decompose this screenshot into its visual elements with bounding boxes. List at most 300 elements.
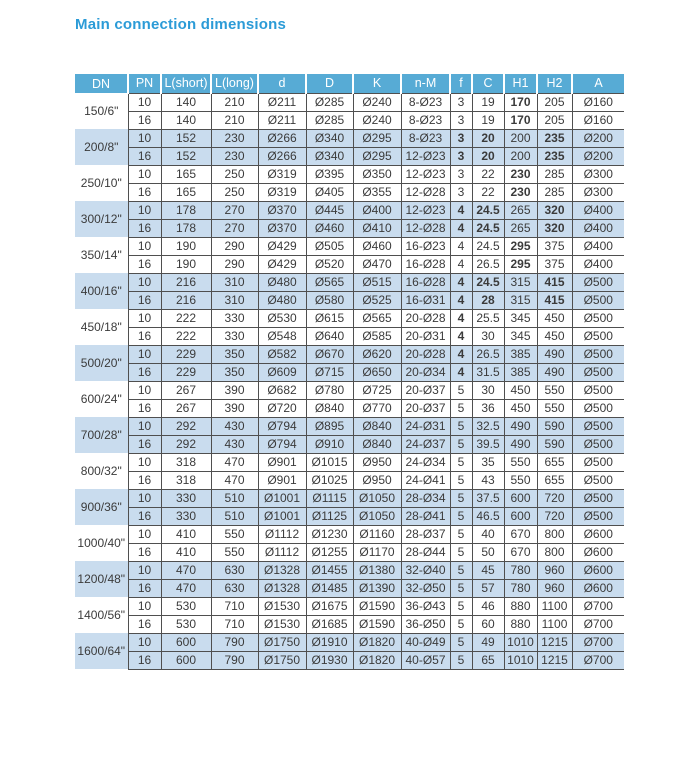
cell-C: 30 xyxy=(472,327,504,345)
cell-llong: 350 xyxy=(211,363,258,381)
cell-pn: 10 xyxy=(128,273,161,291)
cell-d: Ø1001 xyxy=(258,489,306,507)
cell-D: Ø1230 xyxy=(306,525,353,543)
cell-f: 4 xyxy=(450,363,472,381)
cell-lshort: 267 xyxy=(161,399,211,417)
cell-d: Ø1001 xyxy=(258,507,306,525)
cell-lshort: 410 xyxy=(161,543,211,561)
cell-A: Ø600 xyxy=(572,561,624,579)
cell-llong: 290 xyxy=(211,255,258,273)
cell-llong: 710 xyxy=(211,597,258,615)
cell-A: Ø500 xyxy=(572,435,624,453)
cell-dn: 1000/40" xyxy=(75,525,128,561)
cell-f: 5 xyxy=(450,489,472,507)
cell-D: Ø910 xyxy=(306,435,353,453)
cell-lshort: 470 xyxy=(161,579,211,597)
cell-H2: 235 xyxy=(537,147,572,165)
cell-f: 4 xyxy=(450,309,472,327)
cell-lshort: 318 xyxy=(161,453,211,471)
cell-C: 25.5 xyxy=(472,309,504,327)
cell-nM: 40-Ø57 xyxy=(401,651,450,669)
cell-C: 26.5 xyxy=(472,255,504,273)
cell-H1: 550 xyxy=(504,471,537,489)
cell-d: Ø266 xyxy=(258,147,306,165)
cell-A: Ø500 xyxy=(572,309,624,327)
cell-nM: 24-Ø34 xyxy=(401,453,450,471)
cell-H2: 655 xyxy=(537,471,572,489)
cell-H1: 385 xyxy=(504,345,537,363)
cell-llong: 210 xyxy=(211,93,258,111)
cell-A: Ø500 xyxy=(572,273,624,291)
cell-H1: 780 xyxy=(504,579,537,597)
cell-C: 24.5 xyxy=(472,201,504,219)
cell-pn: 10 xyxy=(128,237,161,255)
cell-lshort: 140 xyxy=(161,93,211,111)
cell-lshort: 216 xyxy=(161,273,211,291)
column-header-lshort: L(short) xyxy=(161,74,211,93)
cell-nM: 28-Ø34 xyxy=(401,489,450,507)
cell-lshort: 140 xyxy=(161,111,211,129)
cell-D: Ø445 xyxy=(306,201,353,219)
cell-nM: 20-Ø28 xyxy=(401,345,450,363)
cell-nM: 20-Ø37 xyxy=(401,381,450,399)
cell-D: Ø395 xyxy=(306,165,353,183)
cell-nM: 16-Ø31 xyxy=(401,291,450,309)
cell-C: 22 xyxy=(472,165,504,183)
cell-C: 30 xyxy=(472,381,504,399)
cell-lshort: 267 xyxy=(161,381,211,399)
cell-lshort: 229 xyxy=(161,363,211,381)
cell-d: Ø429 xyxy=(258,255,306,273)
cell-H1: 550 xyxy=(504,453,537,471)
cell-d: Ø1750 xyxy=(258,633,306,651)
cell-H1: 600 xyxy=(504,489,537,507)
cell-d: Ø1328 xyxy=(258,561,306,579)
cell-H2: 1215 xyxy=(537,633,572,651)
column-header-C: C xyxy=(472,74,504,93)
cell-nM: 12-Ø28 xyxy=(401,183,450,201)
cell-llong: 710 xyxy=(211,615,258,633)
cell-pn: 16 xyxy=(128,651,161,669)
cell-lshort: 530 xyxy=(161,597,211,615)
cell-dn: 500/20" xyxy=(75,345,128,381)
cell-D: Ø670 xyxy=(306,345,353,363)
cell-dn: 1400/56" xyxy=(75,597,128,633)
cell-C: 49 xyxy=(472,633,504,651)
cell-D: Ø715 xyxy=(306,363,353,381)
cell-D: Ø1115 xyxy=(306,489,353,507)
cell-llong: 630 xyxy=(211,579,258,597)
cell-d: Ø480 xyxy=(258,273,306,291)
cell-H1: 200 xyxy=(504,147,537,165)
cell-K: Ø240 xyxy=(353,111,401,129)
cell-nM: 24-Ø37 xyxy=(401,435,450,453)
cell-llong: 310 xyxy=(211,291,258,309)
column-header-K: K xyxy=(353,74,401,93)
cell-A: Ø500 xyxy=(572,381,624,399)
cell-D: Ø1125 xyxy=(306,507,353,525)
table-row xyxy=(75,255,624,273)
cell-f: 5 xyxy=(450,579,472,597)
cell-H1: 450 xyxy=(504,381,537,399)
cell-A: Ø500 xyxy=(572,489,624,507)
cell-C: 20 xyxy=(472,147,504,165)
cell-H1: 170 xyxy=(504,93,537,111)
cell-H2: 720 xyxy=(537,489,572,507)
cell-f: 3 xyxy=(450,93,472,111)
cell-K: Ø240 xyxy=(353,93,401,111)
table-row xyxy=(75,417,624,435)
cell-A: Ø700 xyxy=(572,615,624,633)
cell-lshort: 222 xyxy=(161,309,211,327)
cell-f: 5 xyxy=(450,453,472,471)
cell-A: Ø200 xyxy=(572,147,624,165)
cell-H2: 205 xyxy=(537,111,572,129)
cell-H2: 450 xyxy=(537,327,572,345)
cell-A: Ø600 xyxy=(572,579,624,597)
cell-C: 19 xyxy=(472,93,504,111)
cell-llong: 210 xyxy=(211,111,258,129)
cell-pn: 16 xyxy=(128,327,161,345)
cell-llong: 550 xyxy=(211,525,258,543)
table-row xyxy=(75,489,624,507)
cell-nM: 8-Ø23 xyxy=(401,93,450,111)
cell-f: 5 xyxy=(450,597,472,615)
header-row xyxy=(75,74,624,93)
cell-C: 32.5 xyxy=(472,417,504,435)
cell-pn: 16 xyxy=(128,291,161,309)
cell-d: Ø530 xyxy=(258,309,306,327)
cell-pn: 16 xyxy=(128,507,161,525)
cell-dn: 900/36" xyxy=(75,489,128,525)
cell-H1: 345 xyxy=(504,309,537,327)
cell-K: Ø1050 xyxy=(353,507,401,525)
table-row xyxy=(75,111,624,129)
cell-H2: 375 xyxy=(537,237,572,255)
cell-d: Ø429 xyxy=(258,237,306,255)
cell-pn: 10 xyxy=(128,597,161,615)
cell-H2: 415 xyxy=(537,291,572,309)
table-row xyxy=(75,525,624,543)
cell-A: Ø400 xyxy=(572,237,624,255)
cell-D: Ø285 xyxy=(306,111,353,129)
cell-f: 4 xyxy=(450,345,472,363)
cell-nM: 8-Ø23 xyxy=(401,111,450,129)
cell-D: Ø285 xyxy=(306,93,353,111)
cell-f: 5 xyxy=(450,417,472,435)
cell-H2: 590 xyxy=(537,435,572,453)
cell-C: 26.5 xyxy=(472,345,504,363)
cell-K: Ø295 xyxy=(353,147,401,165)
cell-H1: 670 xyxy=(504,525,537,543)
cell-dn: 150/6" xyxy=(75,93,128,129)
cell-K: Ø565 xyxy=(353,309,401,327)
cell-K: Ø725 xyxy=(353,381,401,399)
cell-C: 19 xyxy=(472,111,504,129)
cell-A: Ø300 xyxy=(572,165,624,183)
cell-pn: 10 xyxy=(128,489,161,507)
cell-H1: 780 xyxy=(504,561,537,579)
cell-A: Ø200 xyxy=(572,129,624,147)
cell-lshort: 410 xyxy=(161,525,211,543)
cell-H2: 1100 xyxy=(537,615,572,633)
cell-A: Ø300 xyxy=(572,183,624,201)
cell-C: 24.5 xyxy=(472,219,504,237)
cell-llong: 510 xyxy=(211,489,258,507)
cell-lshort: 318 xyxy=(161,471,211,489)
cell-D: Ø580 xyxy=(306,291,353,309)
cell-D: Ø340 xyxy=(306,129,353,147)
cell-A: Ø700 xyxy=(572,597,624,615)
cell-K: Ø840 xyxy=(353,417,401,435)
cell-D: Ø1675 xyxy=(306,597,353,615)
cell-pn: 16 xyxy=(128,579,161,597)
cell-nM: 36-Ø50 xyxy=(401,615,450,633)
cell-f: 5 xyxy=(450,561,472,579)
cell-nM: 16-Ø28 xyxy=(401,273,450,291)
cell-f: 5 xyxy=(450,435,472,453)
cell-nM: 12-Ø23 xyxy=(401,147,450,165)
cell-lshort: 165 xyxy=(161,183,211,201)
cell-nM: 12-Ø28 xyxy=(401,219,450,237)
cell-d: Ø211 xyxy=(258,111,306,129)
cell-D: Ø640 xyxy=(306,327,353,345)
cell-pn: 16 xyxy=(128,363,161,381)
cell-K: Ø1160 xyxy=(353,525,401,543)
table-row xyxy=(75,291,624,309)
cell-H2: 800 xyxy=(537,525,572,543)
cell-pn: 10 xyxy=(128,201,161,219)
table-row xyxy=(75,345,624,363)
cell-A: Ø400 xyxy=(572,219,624,237)
cell-A: Ø500 xyxy=(572,471,624,489)
cell-nM: 20-Ø37 xyxy=(401,399,450,417)
column-header-D: D xyxy=(306,74,353,93)
cell-f: 5 xyxy=(450,471,472,489)
cell-D: Ø615 xyxy=(306,309,353,327)
cell-H2: 490 xyxy=(537,363,572,381)
cell-lshort: 229 xyxy=(161,345,211,363)
cell-K: Ø585 xyxy=(353,327,401,345)
cell-llong: 250 xyxy=(211,183,258,201)
cell-nM: 8-Ø23 xyxy=(401,129,450,147)
cell-K: Ø400 xyxy=(353,201,401,219)
cell-D: Ø780 xyxy=(306,381,353,399)
cell-H2: 415 xyxy=(537,273,572,291)
cell-H2: 235 xyxy=(537,129,572,147)
table-row xyxy=(75,651,624,669)
cell-H1: 295 xyxy=(504,237,537,255)
cell-lshort: 190 xyxy=(161,237,211,255)
cell-K: Ø1050 xyxy=(353,489,401,507)
cell-d: Ø548 xyxy=(258,327,306,345)
cell-H2: 550 xyxy=(537,381,572,399)
cell-K: Ø950 xyxy=(353,453,401,471)
cell-C: 57 xyxy=(472,579,504,597)
cell-pn: 16 xyxy=(128,543,161,561)
cell-C: 24.5 xyxy=(472,237,504,255)
cell-d: Ø794 xyxy=(258,417,306,435)
cell-pn: 10 xyxy=(128,93,161,111)
cell-f: 5 xyxy=(450,633,472,651)
cell-D: Ø1685 xyxy=(306,615,353,633)
cell-llong: 550 xyxy=(211,543,258,561)
cell-nM: 40-Ø49 xyxy=(401,633,450,651)
cell-D: Ø1015 xyxy=(306,453,353,471)
cell-K: Ø1590 xyxy=(353,597,401,615)
cell-dn: 1200/48" xyxy=(75,561,128,597)
cell-K: Ø650 xyxy=(353,363,401,381)
cell-C: 46.5 xyxy=(472,507,504,525)
table-row xyxy=(75,471,624,489)
cell-d: Ø794 xyxy=(258,435,306,453)
cell-A: Ø500 xyxy=(572,327,624,345)
cell-llong: 230 xyxy=(211,147,258,165)
table-row xyxy=(75,309,624,327)
cell-llong: 470 xyxy=(211,453,258,471)
cell-A: Ø400 xyxy=(572,201,624,219)
cell-lshort: 600 xyxy=(161,633,211,651)
cell-pn: 16 xyxy=(128,615,161,633)
column-header-dn: DN xyxy=(75,74,128,93)
cell-H1: 345 xyxy=(504,327,537,345)
cell-llong: 430 xyxy=(211,435,258,453)
cell-C: 20 xyxy=(472,129,504,147)
cell-d: Ø319 xyxy=(258,165,306,183)
cell-K: Ø620 xyxy=(353,345,401,363)
main-connection-dimensions-table xyxy=(75,74,624,670)
cell-nM: 20-Ø34 xyxy=(401,363,450,381)
table-row xyxy=(75,165,624,183)
cell-K: Ø410 xyxy=(353,219,401,237)
cell-nM: 12-Ø23 xyxy=(401,201,450,219)
cell-K: Ø1380 xyxy=(353,561,401,579)
cell-d: Ø1530 xyxy=(258,615,306,633)
cell-K: Ø1820 xyxy=(353,651,401,669)
cell-llong: 390 xyxy=(211,381,258,399)
cell-D: Ø1930 xyxy=(306,651,353,669)
cell-A: Ø700 xyxy=(572,633,624,651)
cell-A: Ø600 xyxy=(572,525,624,543)
cell-llong: 330 xyxy=(211,327,258,345)
cell-d: Ø370 xyxy=(258,219,306,237)
cell-dn: 1600/64" xyxy=(75,633,128,669)
cell-H2: 720 xyxy=(537,507,572,525)
cell-C: 28 xyxy=(472,291,504,309)
column-header-H1: H1 xyxy=(504,74,537,93)
cell-K: Ø1820 xyxy=(353,633,401,651)
table-row xyxy=(75,507,624,525)
cell-pn: 10 xyxy=(128,525,161,543)
cell-dn: 600/24" xyxy=(75,381,128,417)
column-header-H2: H2 xyxy=(537,74,572,93)
cell-nM: 20-Ø31 xyxy=(401,327,450,345)
cell-dn: 200/8" xyxy=(75,129,128,165)
cell-d: Ø682 xyxy=(258,381,306,399)
cell-K: Ø525 xyxy=(353,291,401,309)
cell-A: Ø500 xyxy=(572,291,624,309)
cell-nM: 36-Ø43 xyxy=(401,597,450,615)
table-row xyxy=(75,435,624,453)
cell-pn: 16 xyxy=(128,183,161,201)
cell-pn: 16 xyxy=(128,111,161,129)
cell-H1: 315 xyxy=(504,273,537,291)
cell-C: 24.5 xyxy=(472,273,504,291)
cell-K: Ø950 xyxy=(353,471,401,489)
cell-A: Ø400 xyxy=(572,255,624,273)
cell-nM: 12-Ø23 xyxy=(401,165,450,183)
cell-H1: 880 xyxy=(504,597,537,615)
cell-f: 5 xyxy=(450,381,472,399)
cell-H1: 315 xyxy=(504,291,537,309)
cell-H1: 450 xyxy=(504,399,537,417)
cell-lshort: 470 xyxy=(161,561,211,579)
cell-dn: 450/18" xyxy=(75,309,128,345)
cell-H2: 1100 xyxy=(537,597,572,615)
cell-D: Ø565 xyxy=(306,273,353,291)
cell-A: Ø500 xyxy=(572,417,624,435)
cell-K: Ø1390 xyxy=(353,579,401,597)
cell-C: 60 xyxy=(472,615,504,633)
column-header-pn: PN xyxy=(128,74,161,93)
cell-H2: 800 xyxy=(537,543,572,561)
cell-H1: 1010 xyxy=(504,633,537,651)
cell-llong: 250 xyxy=(211,165,258,183)
cell-A: Ø160 xyxy=(572,111,624,129)
column-header-llong: L(long) xyxy=(211,74,258,93)
table-row xyxy=(75,363,624,381)
cell-nM: 28-Ø41 xyxy=(401,507,450,525)
cell-f: 4 xyxy=(450,273,472,291)
cell-nM: 28-Ø44 xyxy=(401,543,450,561)
cell-H2: 960 xyxy=(537,561,572,579)
cell-D: Ø840 xyxy=(306,399,353,417)
cell-nM: 32-Ø50 xyxy=(401,579,450,597)
cell-H1: 230 xyxy=(504,183,537,201)
cell-f: 4 xyxy=(450,237,472,255)
cell-D: Ø1025 xyxy=(306,471,353,489)
table-row xyxy=(75,201,624,219)
cell-D: Ø1910 xyxy=(306,633,353,651)
cell-llong: 510 xyxy=(211,507,258,525)
cell-H1: 265 xyxy=(504,201,537,219)
table-row xyxy=(75,597,624,615)
cell-lshort: 152 xyxy=(161,147,211,165)
cell-H1: 295 xyxy=(504,255,537,273)
table-row xyxy=(75,147,624,165)
cell-f: 4 xyxy=(450,327,472,345)
cell-K: Ø840 xyxy=(353,435,401,453)
cell-K: Ø515 xyxy=(353,273,401,291)
cell-d: Ø1112 xyxy=(258,525,306,543)
cell-nM: 24-Ø31 xyxy=(401,417,450,435)
cell-lshort: 165 xyxy=(161,165,211,183)
cell-llong: 430 xyxy=(211,417,258,435)
cell-H1: 880 xyxy=(504,615,537,633)
cell-llong: 290 xyxy=(211,237,258,255)
cell-d: Ø901 xyxy=(258,471,306,489)
cell-lshort: 292 xyxy=(161,435,211,453)
cell-H2: 450 xyxy=(537,309,572,327)
cell-f: 5 xyxy=(450,543,472,561)
cell-pn: 10 xyxy=(128,561,161,579)
cell-H2: 320 xyxy=(537,201,572,219)
column-header-d: d xyxy=(258,74,306,93)
cell-pn: 10 xyxy=(128,165,161,183)
table-row xyxy=(75,615,624,633)
cell-lshort: 292 xyxy=(161,417,211,435)
cell-d: Ø319 xyxy=(258,183,306,201)
